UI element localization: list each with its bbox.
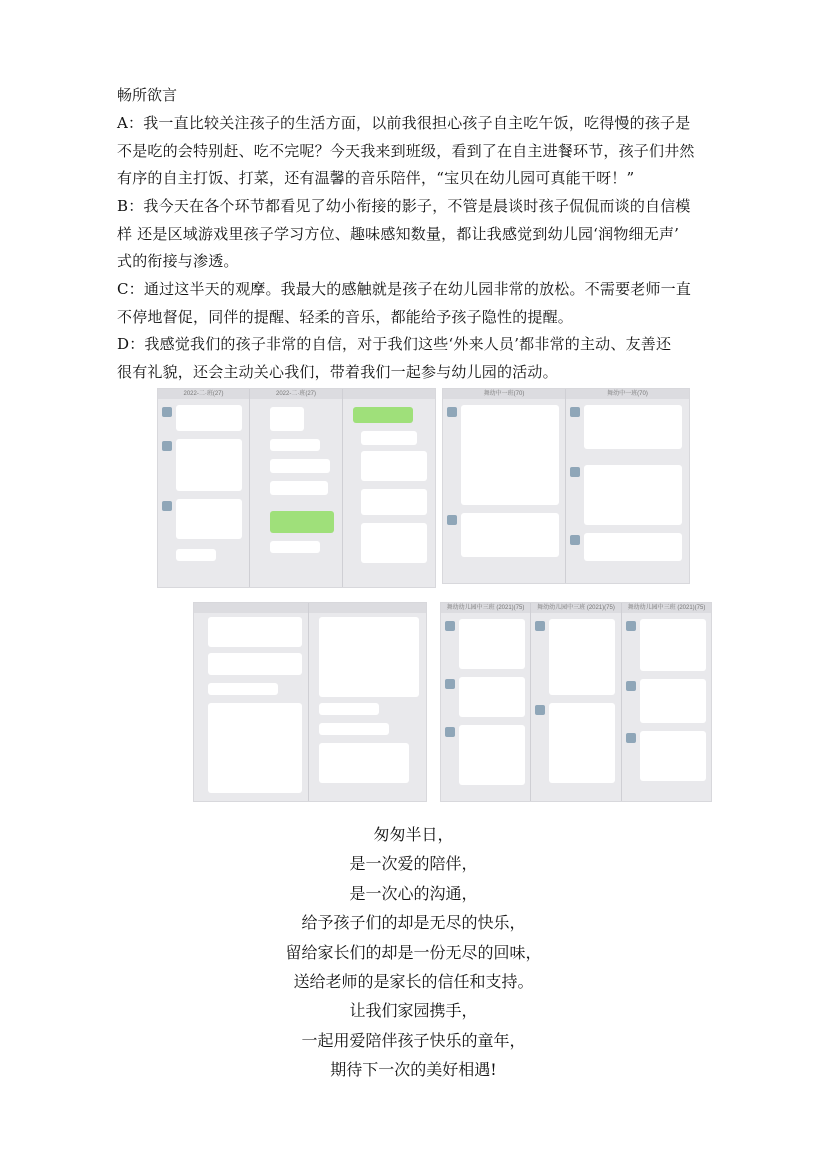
paragraph-d <box>117 331 757 386</box>
paragraph-line: 式的衔接与渗透。 <box>117 252 239 270</box>
paragraph-line: D：我感觉我们的孩子非常的自信，对于我们这些‘外来人员’都非常的主动、友善还 <box>117 335 672 353</box>
chat-title-bar: 舞幼中一班(70) <box>443 389 565 399</box>
paragraph-b <box>117 193 757 276</box>
chat-title-bar: 2022-二·班(27) <box>158 389 249 399</box>
poem-line: 给予孩子们的却是无尽的快乐， <box>301 913 526 933</box>
paragraph-line: 不停地督促，同伴的提醒、轻柔的音乐，都能给予孩子隐性的提醒。 <box>117 307 574 326</box>
paragraph-line: B：我今天在各个环节都看见了幼小衔接的影子，不管是晨谈时孩子侃侃而谈的自信模 <box>117 197 691 215</box>
chat-title-bar: 舞幼幼儿园中三班 (2021)(75) <box>531 603 621 613</box>
paragraph-line: 样 还是区域游戏里孩子学习方位、趣味感知数量，都让我感觉到幼儿园‘润物细无声’ <box>117 224 680 243</box>
poem-line: 一起用爱陪伴孩子快乐的童年， <box>301 1030 526 1050</box>
chat-title-bar <box>343 389 435 399</box>
chat-column <box>158 389 250 587</box>
poem-line: 让我们家园携手， <box>349 1001 478 1021</box>
section-title: 畅所欲言 <box>117 86 178 104</box>
chat-title-bar <box>309 603 426 613</box>
chat-title-bar: 舞幼幼儿园中三班 (2021)(75) <box>441 603 530 613</box>
chat-column <box>622 603 711 801</box>
chat-title-bar <box>194 603 308 613</box>
paragraph-c <box>117 276 757 331</box>
poem-line: 期待下一次的美好相遇! <box>330 1060 497 1080</box>
chat-screenshot-3 <box>193 602 427 802</box>
paragraph-line: A：我一直比较关注孩子的生活方面，以前我很担心孩子自主吃午饭，吃得慢的孩子是 <box>117 114 691 132</box>
chat-column <box>531 603 622 801</box>
chat-column <box>441 603 531 801</box>
chat-screenshot-1 <box>157 388 436 588</box>
chat-column <box>250 389 343 587</box>
chat-column <box>443 389 566 583</box>
paragraph-line: C：通过这半天的观摩。我最大的感触就是孩子在幼儿园非常的放松。不需要老师一直 <box>117 280 692 298</box>
poem-line: 送给老师的是家长的信任和支持。 <box>293 972 534 992</box>
poem-line: 匆匆半日， <box>373 825 454 844</box>
poem-line: 留给家长们的却是一份无尽的回味， <box>285 942 542 962</box>
poem-line: 是一次爱的陪伴， <box>349 854 478 874</box>
paragraph-line: 有序的自主打饭、打菜，还有温馨的音乐陪伴，“宝贝在幼儿园可真能干呀！” <box>117 169 635 187</box>
paragraph-line: 不是吃的会特别赶、吃不完呢？今天我来到班级，看到了在自主进餐环节，孩子们井然 <box>117 141 695 160</box>
chat-column <box>309 603 426 801</box>
closing-poem <box>117 820 710 1085</box>
poem-line: 是一次心的沟通， <box>349 883 478 903</box>
chat-screenshot-4 <box>440 602 712 802</box>
chat-column <box>194 603 309 801</box>
paragraph-a <box>117 110 757 193</box>
chat-title-bar: 2022-二·班(27) <box>250 389 342 399</box>
paragraph-line: 很有礼貌，还会主动关心我们，带着我们一起参与幼儿园的活动。 <box>117 362 558 381</box>
chat-screenshot-2 <box>442 388 690 584</box>
chat-title-bar: 舞幼中一班(70) <box>566 389 689 399</box>
chat-column <box>566 389 689 583</box>
chat-title-bar: 舞幼幼儿园中三班 (2021)(75) <box>622 603 711 613</box>
chat-column <box>343 389 435 587</box>
